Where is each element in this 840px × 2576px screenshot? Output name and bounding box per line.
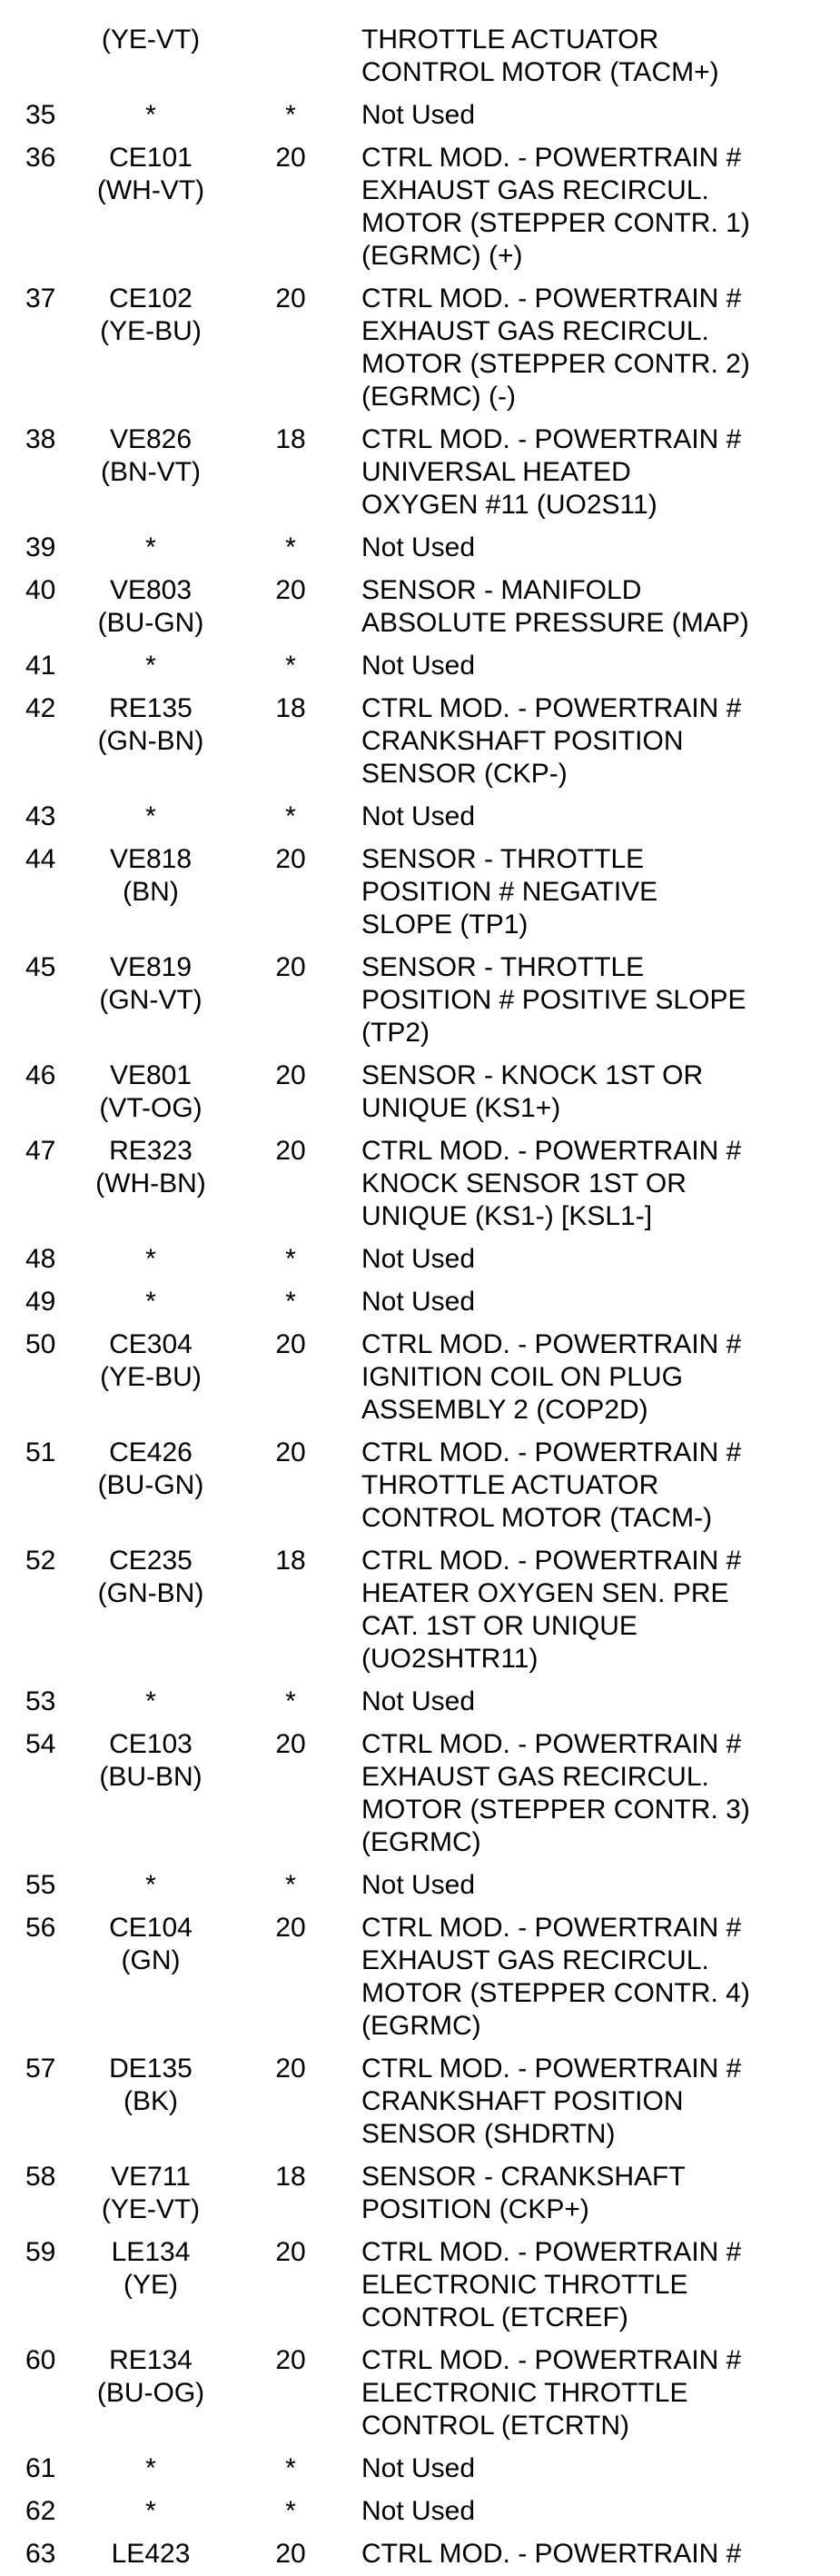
wire-gauge: *	[285, 2496, 296, 2526]
description-line: CONTROL MOTOR (TACM+)	[361, 57, 719, 87]
circuit-id: DE135	[109, 2054, 193, 2084]
description-line: SENSOR - THROTTLE	[361, 844, 645, 874]
description-line: EXHAUST GAS RECIRCUL.	[361, 1762, 709, 1792]
description-line: CAT. 1ST OR UNIQUE	[361, 1611, 637, 1641]
circuit-description	[361, 801, 834, 833]
description-line: ELECTRONIC THROTTLE	[361, 2270, 688, 2300]
pin-number: 60	[25, 2345, 56, 2375]
wire-gauge: 20	[275, 2054, 306, 2084]
pin-number: 48	[25, 1244, 56, 1274]
circuit-description	[361, 951, 834, 1049]
description-line: CTRL MOD. - POWERTRAIN #	[361, 2054, 742, 2084]
circuit-description	[361, 1686, 834, 1718]
description-line: POSITION # NEGATIVE	[361, 877, 658, 907]
description-line: EXHAUST GAS RECIRCUL.	[361, 1945, 709, 1975]
description-line: CONTROL (ETCREF)	[361, 2302, 628, 2332]
wire-gauge: 20	[275, 1136, 306, 1166]
wire-color: (BU-GN)	[97, 608, 204, 638]
description-line: CTRL MOD. - POWERTRAIN #	[361, 1329, 742, 1359]
description-line: Not Used	[361, 2496, 476, 2526]
circuit-description	[361, 1869, 834, 1902]
description-line: POSITION # POSITIVE SLOPE	[361, 985, 746, 1015]
wire-color: (WH-VT)	[96, 175, 205, 205]
pin-number: 46	[25, 1060, 56, 1090]
wire-gauge: 20	[275, 2237, 306, 2267]
circuit-description	[361, 650, 834, 682]
description-line: CTRL MOD. - POWERTRAIN #	[361, 2237, 742, 2267]
description-line: UNIQUE (KS1-) [KSL1-]	[361, 1201, 653, 1231]
description-line: SENSOR (SHDRTN)	[361, 2119, 616, 2149]
circuit-cell	[82, 951, 220, 1017]
description-line: CTRL MOD. - POWERTRAIN #	[361, 1136, 742, 1166]
circuit-id: LE134	[111, 2237, 191, 2267]
circuit-id: *	[145, 1686, 156, 1716]
wire-color: (YE-BU)	[100, 1362, 202, 1392]
circuit-cell	[82, 1328, 220, 1394]
wire-gauge: *	[285, 801, 296, 831]
description-line: (EGRMC) (-)	[361, 382, 516, 412]
wire-gauge: 20	[275, 1060, 306, 1090]
circuit-id: VE826	[109, 424, 193, 454]
wire-gauge: 20	[275, 2539, 306, 2569]
pin-number: 44	[25, 844, 56, 874]
description-line: CTRL MOD. - POWERTRAIN #	[361, 2345, 742, 2375]
wire-gauge: *	[285, 1244, 296, 1274]
circuit-description	[361, 532, 834, 564]
description-line: SLOPE (TP1)	[361, 910, 529, 940]
circuit-description	[361, 1243, 834, 1276]
description-line: CTRL MOD. - POWERTRAIN #	[361, 2539, 742, 2569]
description-line: CTRL MOD. - POWERTRAIN #	[361, 1729, 742, 1759]
circuit-id: VE801	[109, 1060, 193, 1090]
pin-number: 35	[25, 100, 56, 130]
pin-number: 50	[25, 1329, 56, 1359]
circuit-description	[361, 2538, 834, 2571]
circuit-cell	[82, 1728, 220, 1794]
circuit-id: CE104	[109, 1913, 193, 1943]
wire-gauge: *	[285, 2453, 296, 2483]
pin-number: 38	[25, 424, 56, 454]
circuit-cell	[82, 1869, 220, 1902]
circuit-cell	[82, 1686, 220, 1718]
pin-number: 39	[25, 532, 56, 562]
circuit-cell	[82, 1545, 220, 1610]
circuit-description	[361, 1059, 834, 1125]
description-line: CTRL MOD. - POWERTRAIN #	[361, 143, 742, 173]
circuit-description	[361, 1286, 834, 1318]
circuit-cell	[82, 650, 220, 682]
pin-number: 43	[25, 801, 56, 831]
circuit-id: *	[145, 2496, 156, 2526]
circuit-id: *	[145, 100, 156, 130]
description-line: (EGRMC)	[361, 1827, 481, 1857]
wire-gauge: 20	[275, 2345, 306, 2375]
description-line: Not Used	[361, 801, 476, 831]
circuit-id: *	[145, 1870, 156, 1900]
wire-color: (YE-VT)	[101, 2194, 201, 2224]
wire-color: (GN-BN)	[97, 1578, 204, 1608]
circuit-description	[361, 283, 834, 413]
wire-gauge: 20	[275, 1729, 306, 1759]
pin-number: 57	[25, 2054, 56, 2084]
description-line: THROTTLE ACTUATOR	[361, 1470, 659, 1500]
circuit-description	[361, 692, 834, 791]
circuit-id: RE134	[109, 2345, 193, 2375]
wire-gauge: *	[285, 1686, 296, 1716]
circuit-cell	[82, 2495, 220, 2528]
wire-gauge: 18	[275, 693, 306, 723]
description-line: THROTTLE ACTUATOR	[361, 25, 659, 55]
description-line: CTRL MOD. - POWERTRAIN #	[361, 283, 742, 313]
circuit-description	[361, 1135, 834, 1233]
description-line: CTRL MOD. - POWERTRAIN #	[361, 1546, 742, 1576]
description-line: Not Used	[361, 2453, 476, 2483]
circuit-cell	[82, 532, 220, 564]
circuit-description	[361, 1728, 834, 1859]
wire-gauge: 18	[275, 424, 306, 454]
circuit-cell	[82, 423, 220, 489]
description-line: SENSOR - THROTTLE	[361, 952, 645, 982]
wire-gauge: *	[285, 532, 296, 562]
description-line: CTRL MOD. - POWERTRAIN #	[361, 424, 742, 454]
pin-number: 54	[25, 1729, 56, 1759]
circuit-cell	[82, 24, 220, 56]
description-line: ELECTRONIC THROTTLE	[361, 2378, 688, 2408]
pin-number: 63	[25, 2539, 56, 2569]
wire-color: (BU-GN)	[97, 1470, 204, 1500]
wire-gauge: 20	[275, 1437, 306, 1467]
description-line: Not Used	[361, 1244, 476, 1274]
wire-gauge: 20	[275, 844, 306, 874]
description-line: SENSOR (CKP-)	[361, 759, 568, 789]
description-line: POSITION (CKP+)	[361, 2194, 589, 2224]
description-line: Not Used	[361, 1870, 476, 1900]
circuit-id: CE304	[109, 1329, 193, 1359]
circuit-cell	[82, 692, 220, 758]
circuit-cell	[82, 283, 220, 348]
circuit-cell	[82, 843, 220, 909]
circuit-id: VE803	[109, 575, 193, 605]
pin-number: 37	[25, 283, 56, 313]
circuit-cell	[82, 2538, 220, 2571]
description-line: CRANKSHAFT POSITION	[361, 2086, 684, 2116]
pin-number: 53	[25, 1686, 56, 1716]
wire-gauge: 20	[275, 1913, 306, 1943]
pin-number: 55	[25, 1870, 56, 1900]
circuit-cell	[82, 2161, 220, 2226]
pin-number: 61	[25, 2453, 56, 2483]
description-line: CTRL MOD. - POWERTRAIN #	[361, 1913, 742, 1943]
circuit-id: *	[145, 2453, 156, 2483]
circuit-id: LE423	[111, 2539, 191, 2569]
description-line: EXHAUST GAS RECIRCUL.	[361, 175, 709, 205]
pin-number: 56	[25, 1913, 56, 1943]
circuit-cell	[82, 1437, 220, 1502]
circuit-id: CE101	[109, 143, 193, 173]
description-line: Not Used	[361, 100, 476, 130]
circuit-description	[361, 2344, 834, 2442]
circuit-description	[361, 24, 834, 89]
wire-gauge: 20	[275, 283, 306, 313]
circuit-cell	[82, 1243, 220, 1276]
circuit-cell	[82, 2452, 220, 2485]
pin-number: 49	[25, 1287, 56, 1317]
wire-color: (GN-BN)	[97, 726, 204, 756]
circuit-id: VE711	[111, 2162, 191, 2192]
circuit-cell	[82, 1286, 220, 1318]
circuit-id: VE818	[109, 844, 193, 874]
circuit-id: CE426	[109, 1437, 193, 1467]
wire-color: (BU-BN)	[99, 1762, 203, 1792]
description-line: MOTOR (STEPPER CONTR. 2)	[361, 349, 750, 379]
circuit-cell	[82, 1135, 220, 1200]
circuit-description	[361, 1437, 834, 1535]
description-line: CRANKSHAFT POSITION	[361, 726, 684, 756]
circuit-cell	[82, 1912, 220, 1977]
circuit-cell	[82, 801, 220, 833]
circuit-id: *	[145, 532, 156, 562]
pin-number: 36	[25, 143, 56, 173]
description-line: SENSOR - CRANKSHAFT	[361, 2162, 686, 2192]
description-line: Not Used	[361, 1686, 476, 1716]
wire-gauge: *	[285, 100, 296, 130]
circuit-id: *	[145, 651, 156, 681]
circuit-cell	[82, 1059, 220, 1125]
description-line: (UO2SHTR11)	[361, 1644, 539, 1674]
wire-color: (BN-VT)	[101, 457, 201, 487]
circuit-cell	[82, 574, 220, 640]
pin-number: 40	[25, 575, 56, 605]
circuit-cell	[82, 142, 220, 207]
description-line: Not Used	[361, 1287, 476, 1317]
circuit-id: VE819	[109, 952, 193, 982]
wire-color: (WH-BN)	[95, 1169, 206, 1198]
description-line: SENSOR - MANIFOLD	[361, 575, 642, 605]
wire-gauge: 20	[275, 143, 306, 173]
circuit-id: RE135	[109, 693, 193, 723]
circuit-id: RE323	[109, 1136, 193, 1166]
pin-number: 41	[25, 651, 56, 681]
circuit-description	[361, 99, 834, 132]
circuit-description	[361, 1545, 834, 1676]
circuit-description	[361, 142, 834, 273]
circuit-cell	[82, 2344, 220, 2410]
description-line: CONTROL MOTOR (TACM-)	[361, 1503, 713, 1533]
wire-color: (BK)	[124, 2086, 178, 2116]
circuit-description	[361, 1328, 834, 1427]
wire-gauge: 20	[275, 952, 306, 982]
description-line: IGNITION COIL ON PLUG	[361, 1362, 683, 1392]
description-line: KNOCK SENSOR 1ST OR	[361, 1169, 687, 1198]
wire-gauge: *	[285, 651, 296, 681]
description-line: Not Used	[361, 532, 476, 562]
description-line: EXHAUST GAS RECIRCUL.	[361, 316, 709, 346]
description-line: Not Used	[361, 651, 476, 681]
circuit-description	[361, 843, 834, 941]
pin-number: 42	[25, 693, 56, 723]
description-line: MOTOR (STEPPER CONTR. 4)	[361, 1978, 750, 2008]
pin-number: 59	[25, 2237, 56, 2267]
circuit-description	[361, 423, 834, 522]
wire-gauge: 18	[275, 2162, 306, 2192]
circuit-description	[361, 574, 834, 640]
circuit-id: *	[145, 1244, 156, 1274]
wire-color: (YE)	[124, 2270, 178, 2300]
wire-gauge: *	[285, 1287, 296, 1317]
description-line: CTRL MOD. - POWERTRAIN #	[361, 1437, 742, 1467]
circuit-description	[361, 1912, 834, 2043]
wire-color: (GN-VT)	[99, 985, 203, 1015]
wire-color: (GN)	[121, 1945, 181, 1975]
circuit-description	[361, 2236, 834, 2334]
description-line: (TP2)	[361, 1018, 430, 1048]
description-line: SENSOR - KNOCK 1ST OR	[361, 1060, 704, 1090]
description-line: MOTOR (STEPPER CONTR. 3)	[361, 1795, 750, 1825]
pin-number: 47	[25, 1136, 56, 1166]
pin-number: 52	[25, 1546, 56, 1576]
circuit-id: CE235	[109, 1546, 193, 1576]
wire-color: (BU-OG)	[96, 2378, 205, 2408]
circuit-id: *	[145, 801, 156, 831]
wire-color: (VT-OG)	[99, 1093, 203, 1123]
pin-number: 51	[25, 1437, 56, 1467]
description-line: HEATER OXYGEN SEN. PRE	[361, 1578, 729, 1608]
circuit-cell	[82, 2053, 220, 2118]
wire-color: (YE-BU)	[100, 316, 202, 346]
circuit-cell	[82, 2236, 220, 2302]
circuit-description	[361, 2495, 834, 2528]
description-line: CONTROL (ETCRTN)	[361, 2411, 629, 2441]
description-line: ASSEMBLY 2 (COP2D)	[361, 1395, 648, 1425]
wire-gauge: 18	[275, 1546, 306, 1576]
circuit-cell	[82, 99, 220, 132]
description-line: (EGRMC) (+)	[361, 241, 523, 271]
wire-gauge: 20	[275, 575, 306, 605]
description-line: CTRL MOD. - POWERTRAIN #	[361, 693, 742, 723]
wire-color: (BN)	[123, 877, 179, 907]
pin-number: 58	[25, 2162, 56, 2192]
pin-number: 45	[25, 952, 56, 982]
circuit-description	[361, 2161, 834, 2226]
circuit-id: CE103	[109, 1729, 193, 1759]
description-line: UNIQUE (KS1+)	[361, 1093, 561, 1123]
wire-color: (YE-VT)	[101, 25, 201, 55]
wire-gauge: 20	[275, 1329, 306, 1359]
circuit-description	[361, 2452, 834, 2485]
description-line: MOTOR (STEPPER CONTR. 1)	[361, 208, 750, 238]
description-line: UNIVERSAL HEATED	[361, 457, 631, 487]
wire-gauge: *	[285, 1870, 296, 1900]
circuit-id: CE102	[109, 283, 193, 313]
description-line: (EGRMC)	[361, 2011, 481, 2041]
description-line: OXYGEN #11 (UO2S11)	[361, 490, 657, 520]
description-line: ABSOLUTE PRESSURE (MAP)	[361, 608, 749, 638]
pin-number: 62	[25, 2496, 56, 2526]
circuit-id: *	[145, 1287, 156, 1317]
circuit-description	[361, 2053, 834, 2151]
